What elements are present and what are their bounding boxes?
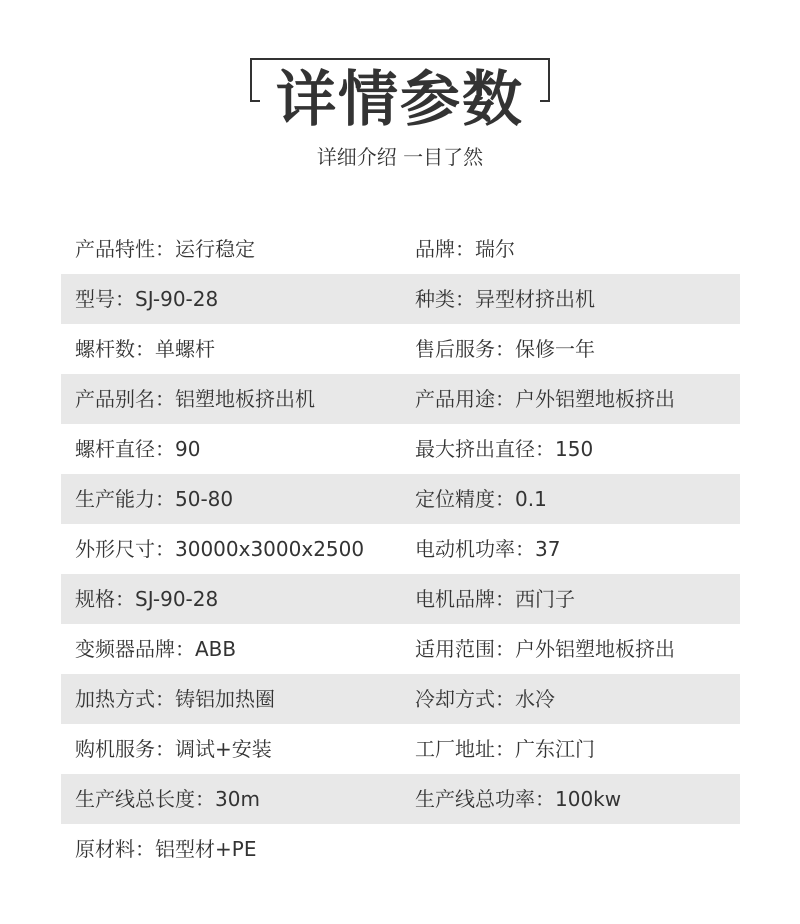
header xyxy=(0,0,800,200)
spec-cell-left: 螺杆数：单螺杆 xyxy=(75,337,215,361)
spec-row xyxy=(61,774,740,824)
spec-row xyxy=(61,824,740,874)
page-title: 详情参数 xyxy=(260,62,540,138)
spec-cell-right: 工厂地址：广东江门 xyxy=(415,737,595,761)
spec-cell-right: 电机品牌：西门子 xyxy=(415,587,575,611)
spec-row xyxy=(61,574,740,624)
spec-cell-left: 变频器品牌：ABB xyxy=(75,637,237,661)
spec-cell-right: 品牌：瑞尔 xyxy=(415,237,515,261)
spec-cell-left: 型号：SJ-90-28 xyxy=(75,287,219,311)
spec-row xyxy=(61,724,740,774)
spec-cell-right: 适用范围：户外铝塑地板挤出 xyxy=(415,637,675,661)
spec-cell-left: 外形尺寸：30000x3000x2500 xyxy=(75,537,365,561)
spec-row xyxy=(61,474,740,524)
spec-cell-right: 最大挤出直径：150 xyxy=(415,437,594,461)
spec-cell-left: 产品别名：铝塑地板挤出机 xyxy=(75,387,315,411)
spec-row xyxy=(61,324,740,374)
spec-table xyxy=(61,224,740,874)
spec-cell-left: 产品特性：运行稳定 xyxy=(75,237,255,261)
spec-cell-right: 产品用途：户外铝塑地板挤出 xyxy=(415,387,675,411)
spec-cell-left: 生产线总长度：30m xyxy=(75,787,260,811)
spec-cell-right: 售后服务：保修一年 xyxy=(415,337,595,361)
spec-row xyxy=(61,424,740,474)
spec-cell-left: 规格：SJ-90-28 xyxy=(75,587,219,611)
spec-row xyxy=(61,224,740,274)
spec-cell-right: 定位精度：0.1 xyxy=(415,487,547,511)
spec-cell-left: 购机服务：调试+安装 xyxy=(75,737,272,761)
page-subtitle: 详细介绍 一目了然 xyxy=(316,145,484,169)
spec-row xyxy=(61,274,740,324)
spec-row xyxy=(61,374,740,424)
spec-row xyxy=(61,674,740,724)
spec-cell-right: 冷却方式：水冷 xyxy=(415,687,555,711)
spec-cell-right: 电动机功率：37 xyxy=(415,537,561,561)
spec-cell-left: 原材料：铝型材+PE xyxy=(75,837,257,861)
spec-cell-left: 加热方式：铸铝加热圈 xyxy=(75,687,275,711)
spec-row xyxy=(61,524,740,574)
spec-row xyxy=(61,624,740,674)
spec-cell-right: 生产线总功率：100kw xyxy=(415,787,622,811)
spec-cell-right: 种类：异型材挤出机 xyxy=(415,287,595,311)
spec-cell-left: 螺杆直径：90 xyxy=(75,437,201,461)
spec-cell-left: 生产能力：50-80 xyxy=(75,487,234,511)
